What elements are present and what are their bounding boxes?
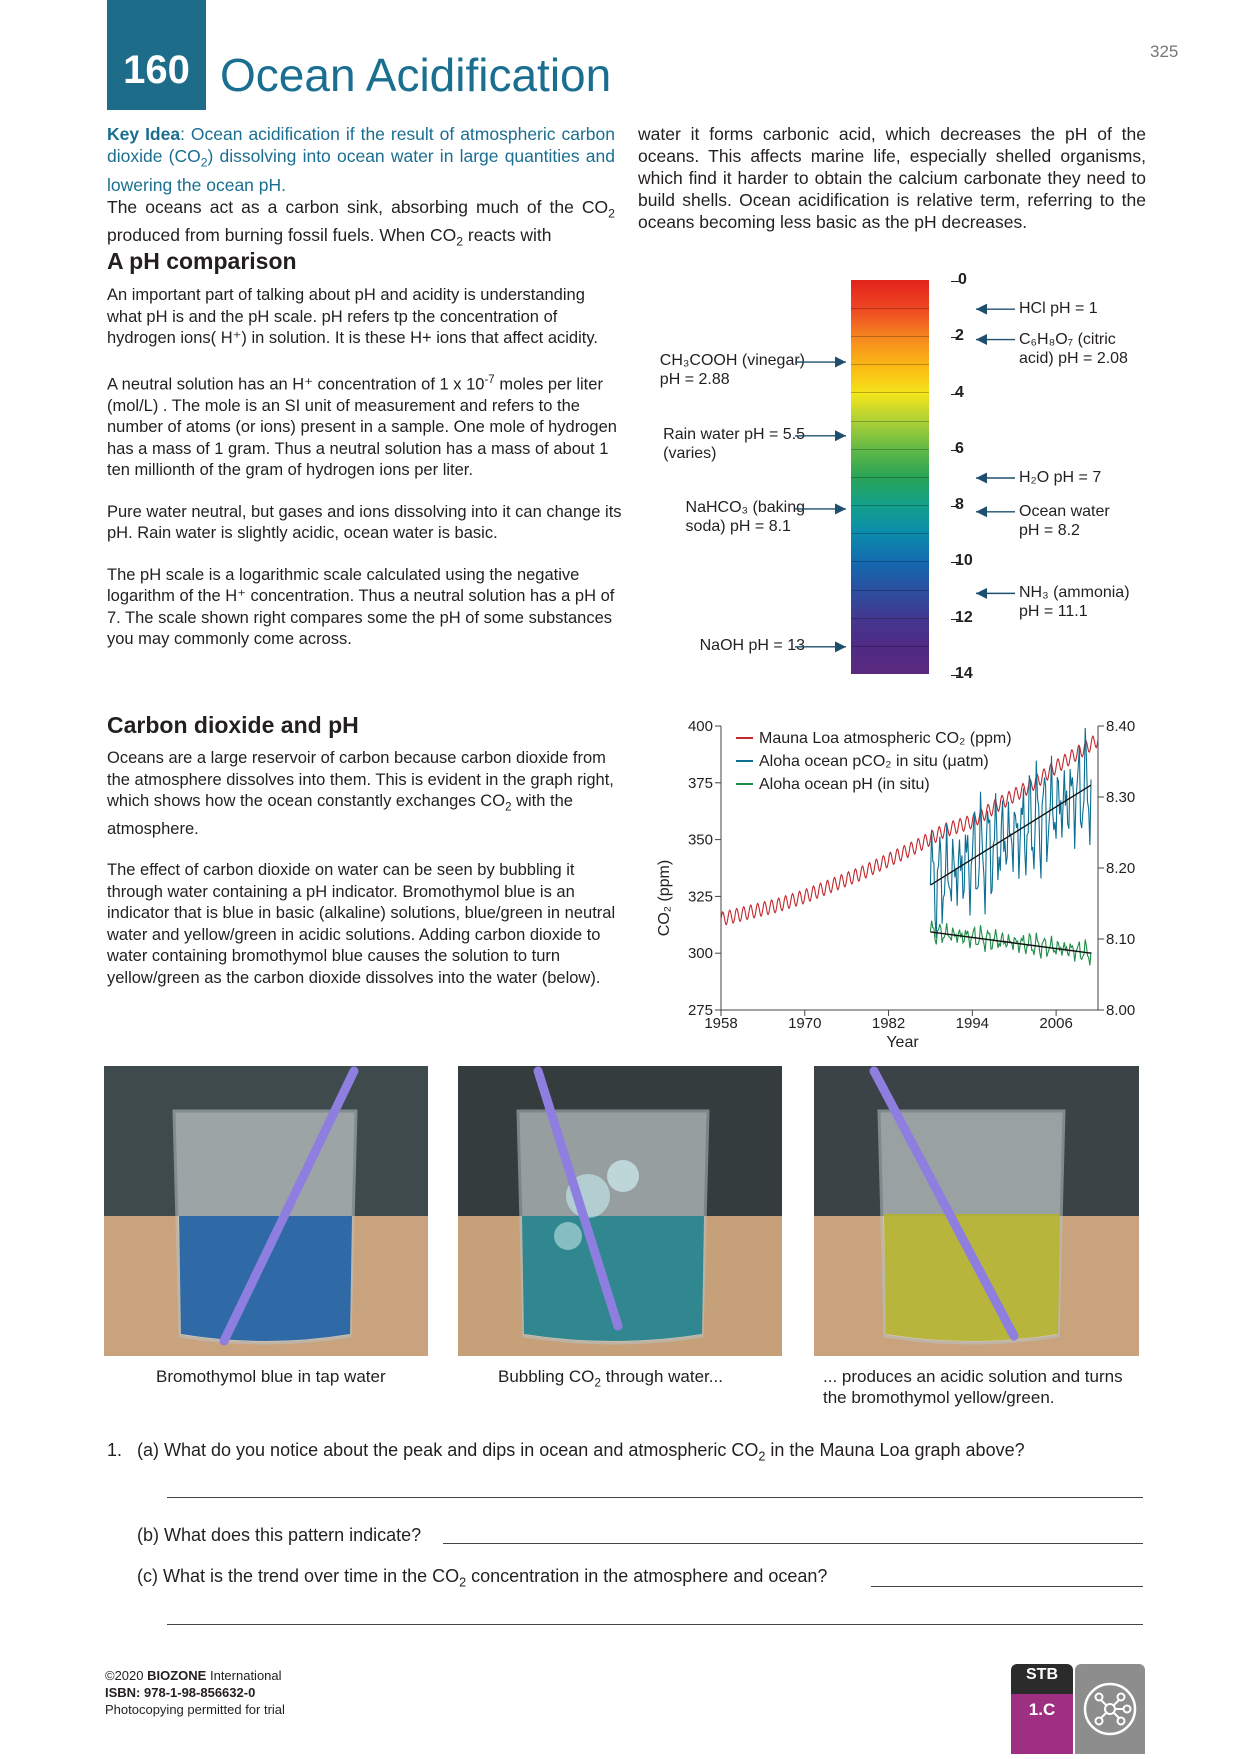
answer-line-1b[interactable] (443, 1543, 1143, 1544)
photo-acidic (814, 1066, 1139, 1356)
legend-entry: Aloha ocean pCO₂ in situ (μatm) (759, 753, 989, 770)
question-1c: (c) What is the trend over time in the $CO_2$ concentration in the atmosphere and ocean? (137, 1566, 828, 1590)
photo-caption-2: Bubbling $CO_2$ through water... (498, 1367, 723, 1390)
co2-heading: Carbon dioxide and pH (107, 712, 359, 738)
y-tick-label-left: 350 (687, 831, 713, 849)
ph-substance-label: NaHCO₃ (baking soda) pH = 8.1 (685, 498, 805, 535)
trend-line (930, 932, 1091, 953)
intro-paragraph: The oceans act as a carbon sink, absorbing much of the $CO_2$ produced from burning fossil fuels. When $CO_2$ reacts with (107, 196, 615, 249)
y-tick-label-right: 8.30 (1106, 789, 1136, 806)
y-tick-label-left: 400 (687, 718, 713, 735)
ph-paragraph-1: An important part of talking about pH and acidity is understanding what pH is and the pH scale. pH refers tp the concentration of hydrogen ions( H⁺) in solution. It is these H+ ions that affect acidity. (107, 286, 598, 347)
isbn: ISBN: 978-1-98-856632-0 (105, 1685, 256, 1700)
answer-line-1c-extra[interactable] (167, 1624, 1143, 1625)
x-axis-label: Year (886, 1034, 919, 1051)
y-tick-label-right: 8.40 (1106, 718, 1136, 735)
ph-number-label: 8 (955, 496, 964, 514)
ph-substance-label: H₂O pH = 7 (1019, 469, 1102, 486)
legend-entry: Mauna Loa atmospheric CO₂ (ppm) (759, 730, 1012, 747)
stb-code: 1.C (1028, 1700, 1056, 1719)
ph-paragraph-2: A neutral solution has an H⁺ concentration of 1 x $10^{-7}$ moles per liter (mol/L) . The mole is an SI unit of measurement and refers to the number of atoms (or ions) present in a sample. One mole of hydrogen has a mass of 1 gram. Thus a neutral solution has a mass of about 1 ten millionth of the gram of hydrogen ions per liter. (107, 373, 617, 479)
ph-substance-label: CH₃COOH (vinegar) pH = 2.88 (659, 352, 805, 389)
intro-right: water it forms carbonic acid, which decreases the pH of the oceans. This affects marine life, especially shelled organisms, which find it harder to obtain the calcium carbonate they need to build shells. Ocean acidification is relative term, referring to the oceans becoming less basic as the pH decreases. (638, 124, 1146, 232)
liquid-yellow (884, 1214, 1060, 1341)
y-tick-label-left: 275 (687, 1002, 713, 1019)
photo-caption-1: Bromothymol blue in tap water (156, 1367, 386, 1386)
photocopy-note: Photocopying permitted for trial (105, 1702, 285, 1717)
ph-substance-label: C₆H₈O₇ (citric acid) pH = 2.08 (1019, 330, 1128, 367)
key-idea-label: Key Idea (107, 124, 181, 144)
ph-number-label: 12 (955, 608, 973, 626)
footer (105, 1667, 285, 1718)
beaker-yellow-illustration (814, 1066, 1139, 1356)
ph-substance-label: NH₃ (ammonia) pH = 11.1 (1019, 584, 1130, 621)
question-1b: (b) What does this pattern indicate? (137, 1525, 422, 1545)
legend-entry: Aloha ocean pH (in situ) (759, 776, 930, 793)
ph-substance-label: NaOH pH = 13 (699, 636, 805, 654)
ph-number-label: 4 (955, 383, 964, 401)
co2-ph-chart (640, 715, 1140, 1060)
ph-number-label: 0 (958, 271, 967, 288)
page-number: 325 (1150, 42, 1179, 61)
x-tick-label: 1994 (955, 1015, 990, 1032)
co2-paragraph-1: Oceans are a large reservoir of carbon because carbon dioxide from the atmosphere dissolves into them. This is evident in the graph right, which shows how the ocean constantly exchanges $CO_2$ with the atmosphere. (107, 749, 614, 838)
molecule-icon (1075, 1664, 1145, 1754)
ph-number-label: 2 (955, 327, 964, 345)
chapter-number: 160 (123, 48, 190, 92)
y-tick-label-left: 325 (687, 888, 713, 906)
ph-number-label: 14 (955, 665, 973, 682)
x-tick-label: 1970 (788, 1015, 822, 1032)
answer-line-1c[interactable] (871, 1586, 1143, 1587)
y-tick-label-left: 375 (687, 774, 713, 792)
beaker-teal-illustration (458, 1066, 782, 1356)
question-1a: (a) What do you notice about the peak and dips in ocean and atmospheric $CO_2$ in the Mauna Loa graph above? (137, 1440, 1025, 1464)
ph-number-label: 6 (955, 439, 964, 457)
ph-heading: A pH comparison (107, 248, 297, 274)
co2-text (107, 748, 622, 989)
ph-scale-arrows (0, 0, 1240, 700)
question-1-number: 1. (107, 1440, 123, 1460)
page-title: Ocean Acidification (220, 49, 612, 101)
molecule-icon-box (1075, 1664, 1145, 1754)
beaker-blue-illustration (104, 1066, 428, 1356)
y-tick-label-right: 8.10 (1106, 931, 1136, 948)
answer-line-1a[interactable] (167, 1497, 1143, 1498)
ph-substance-label: Ocean water pH = 8.2 (1019, 502, 1110, 539)
photo-caption-3: ... produces an acidic solution and turns the bromothymol yellow/green. (823, 1367, 1123, 1407)
y-tick-label-right: 8.00 (1106, 1002, 1136, 1019)
stb-label: STB (1026, 1666, 1058, 1683)
ph-substance-label: Rain water pH = 5.5 (varies) (663, 425, 805, 462)
ph-substance-label: HCl pH = 1 (1019, 300, 1098, 318)
y-axis-label: CO₂ (ppm) (656, 859, 673, 937)
copyright: ©2020 BIOZONE International (105, 1668, 282, 1683)
photo-tap-water (104, 1066, 428, 1356)
x-tick-label: 2006 (1039, 1015, 1073, 1032)
co2-paragraph-2: The effect of carbon dioxide on water can be seen by bubbling it through water containing a pH indicator. Bromothymol blue is an indicator that is blue in basic (alkaline) solutions, blue/green in neutral water and yellow/green in acidic solutions. Adding carbon dioxide to water containing bromothymol blue causes the solution to turn yellow/green as the carbon dioxide dissolves into the water (below). (107, 861, 616, 987)
y-tick-label-left: 300 (687, 945, 713, 963)
x-tick-label: 1958 (704, 1015, 738, 1032)
photo-bubbling (458, 1066, 782, 1356)
x-tick-label: 1982 (871, 1015, 906, 1032)
ph-paragraph-3: Pure water neutral, but gases and ions dissolving into it can change its pH. Rain water is slightly acidic, ocean water is basic. (107, 502, 622, 542)
ph-number-label: 10 (955, 552, 973, 570)
liquid-blue (179, 1216, 352, 1341)
ph-paragraph-4: The pH scale is a logarithmic scale calculated using the negative logarithm of the H⁺ concentration. Thus a neutral solution has a pH of 7. The scale shown right compares some the pH of some substances you may commonly come across. (107, 565, 615, 648)
key-idea-text: : Ocean acidification if the result of atmospheric carbon dioxide $(CO_2)$ dissolving into ocean water in large quantities and lowering the ocean pH. (107, 124, 615, 195)
y-tick-label-right: 8.20 (1106, 860, 1136, 877)
